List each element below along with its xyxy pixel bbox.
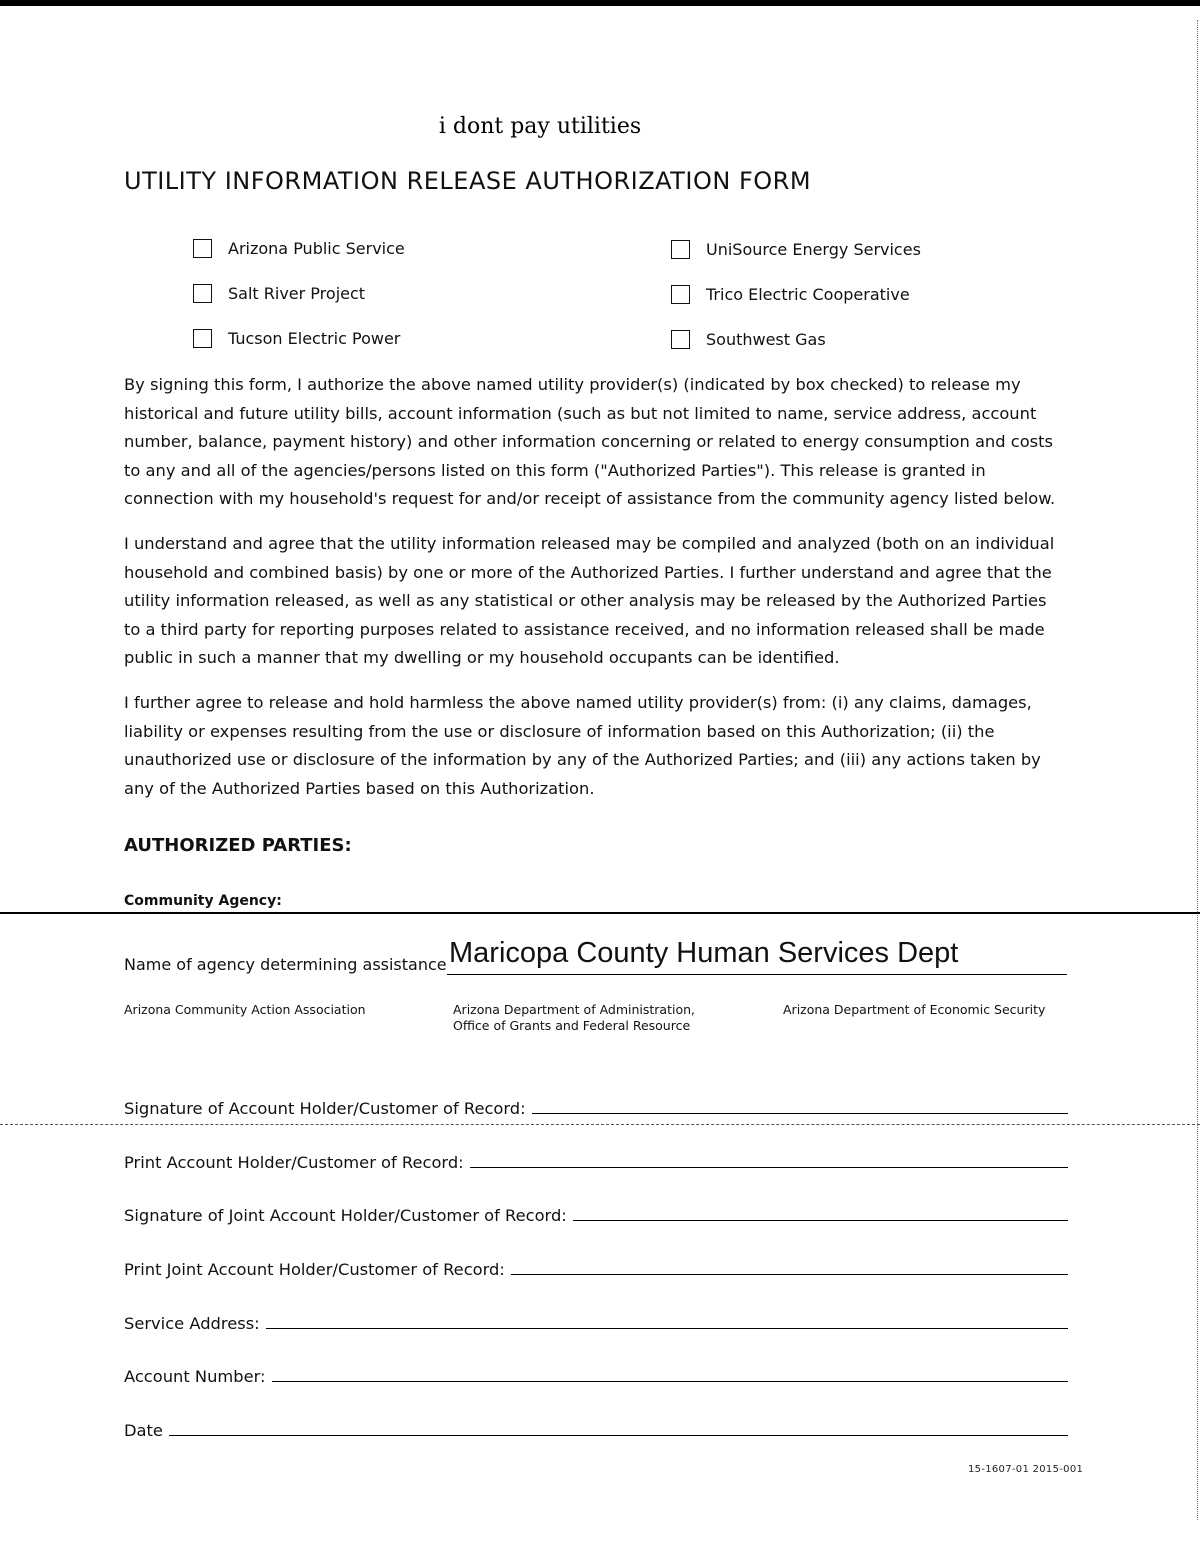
- form-number: 15-1607-01 2015-001: [968, 1464, 1084, 1475]
- utility-label: Arizona Public Service: [228, 239, 405, 258]
- utility-label: Tucson Electric Power: [228, 329, 401, 348]
- authorized-parties-heading: AUTHORIZED PARTIES:: [124, 835, 352, 856]
- form-title: UTILITY INFORMATION RELEASE AUTHORIZATION FORM: [124, 167, 812, 195]
- signature-account-holder-field[interactable]: [124, 1092, 1068, 1118]
- authorization-paragraph: By signing this form, I authorize the above named utility provider(s) (indicated by box checked) to release my historical and future utility bills, account information (such as but not limited to name, service address, account number, balance, payment history) and other information concerning or related to energy consumption and costs to any and all of the agencies/persons listed on this form ("Authorized Parties"). This release is granted in connection with my household's request for and/or receipt of assistance from the community agency listed below.: [124, 375, 1056, 508]
- field-line[interactable]: [511, 1273, 1068, 1275]
- field-line[interactable]: [470, 1166, 1068, 1168]
- field-label: Signature of Account Holder/Customer of Record:: [124, 1099, 526, 1118]
- org-acaa: [124, 1002, 366, 1018]
- org-ades: [783, 1002, 1045, 1018]
- scan-dashed-line: [0, 1124, 1200, 1125]
- agency-underline: [447, 974, 1067, 975]
- field-label: Date: [124, 1421, 163, 1440]
- checkbox-icon[interactable]: [193, 329, 212, 348]
- print-account-holder-field[interactable]: [124, 1146, 1068, 1172]
- utility-option-aps[interactable]: [193, 239, 405, 258]
- analysis-paragraph: I understand and agree that the utility information released may be compiled and analyzed (both on an individual household and combined basis) by one or more of the Authorized Parties. I further understand and agree that the utility information released, as well as any statistical or other analysis may be released by the Authorized Parties to a third party for reporting purposes related to assistance received, and no information released shall be made public in such a manner that my dwelling or my household occupants can be identified.: [124, 534, 1055, 667]
- utility-option-trico[interactable]: [671, 285, 910, 304]
- agency-label: Name of agency determining assistance: [124, 955, 447, 974]
- field-label: Account Number:: [124, 1367, 266, 1386]
- checkbox-icon[interactable]: [193, 239, 212, 258]
- field-line[interactable]: [169, 1434, 1068, 1436]
- org-line: Office of Grants and Federal Resource: [453, 1018, 691, 1033]
- agency-name-field[interactable]: Maricopa County Human Services Dept: [449, 937, 959, 969]
- field-label: Service Address:: [124, 1314, 260, 1333]
- field-label: Print Account Holder/Customer of Record:: [124, 1153, 464, 1172]
- field-label: Signature of Joint Account Holder/Customer of Record:: [124, 1206, 567, 1225]
- release-paragraph: I further agree to release and hold harmless the above named utility provider(s) from: (i) any claims, damages, liability or expenses resulting from the use or disclosure of information based on this Authorization; (ii) the unauthorized use or disclosure of the information by any of the Authorized Parties; and (iii) any actions taken by any of the Authorized Parties based on this Authorization.: [124, 693, 1041, 798]
- print-joint-holder-field[interactable]: [124, 1253, 1068, 1279]
- org-line: Arizona Department of Administration,: [453, 1002, 696, 1017]
- utility-option-unisource[interactable]: [671, 240, 921, 259]
- org-line: Arizona Community Action Association: [124, 1002, 366, 1017]
- account-number-field[interactable]: [124, 1360, 1068, 1386]
- utility-label: Salt River Project: [228, 284, 366, 303]
- checkbox-icon[interactable]: [671, 285, 690, 304]
- scan-right-edge: [1197, 20, 1199, 1520]
- checkbox-icon[interactable]: [671, 330, 690, 349]
- date-field[interactable]: [124, 1414, 1068, 1440]
- org-adoa: [453, 1002, 695, 1034]
- utility-option-swgas[interactable]: [671, 330, 826, 349]
- field-line[interactable]: [266, 1327, 1068, 1329]
- scan-top-edge: [0, 0, 1200, 6]
- divider: [0, 912, 1200, 914]
- utility-option-srp[interactable]: [193, 284, 365, 303]
- community-agency-heading: Community Agency:: [124, 893, 282, 909]
- checkbox-icon[interactable]: [193, 284, 212, 303]
- signature-joint-holder-field[interactable]: [124, 1199, 1068, 1225]
- field-line[interactable]: [272, 1380, 1068, 1382]
- checkbox-icon[interactable]: [671, 240, 690, 259]
- field-line[interactable]: [532, 1112, 1068, 1114]
- field-label: Print Joint Account Holder/Customer of Record:: [124, 1260, 505, 1279]
- utility-label: Trico Electric Cooperative: [706, 285, 910, 304]
- service-address-field[interactable]: [124, 1307, 1068, 1333]
- utility-label: UniSource Energy Services: [706, 240, 921, 259]
- field-line[interactable]: [573, 1219, 1068, 1221]
- utility-label: Southwest Gas: [706, 330, 826, 349]
- handwritten-note: i dont pay utilities: [438, 114, 642, 139]
- utility-option-tep[interactable]: [193, 329, 400, 348]
- org-line: Arizona Department of Economic Security: [783, 1002, 1046, 1017]
